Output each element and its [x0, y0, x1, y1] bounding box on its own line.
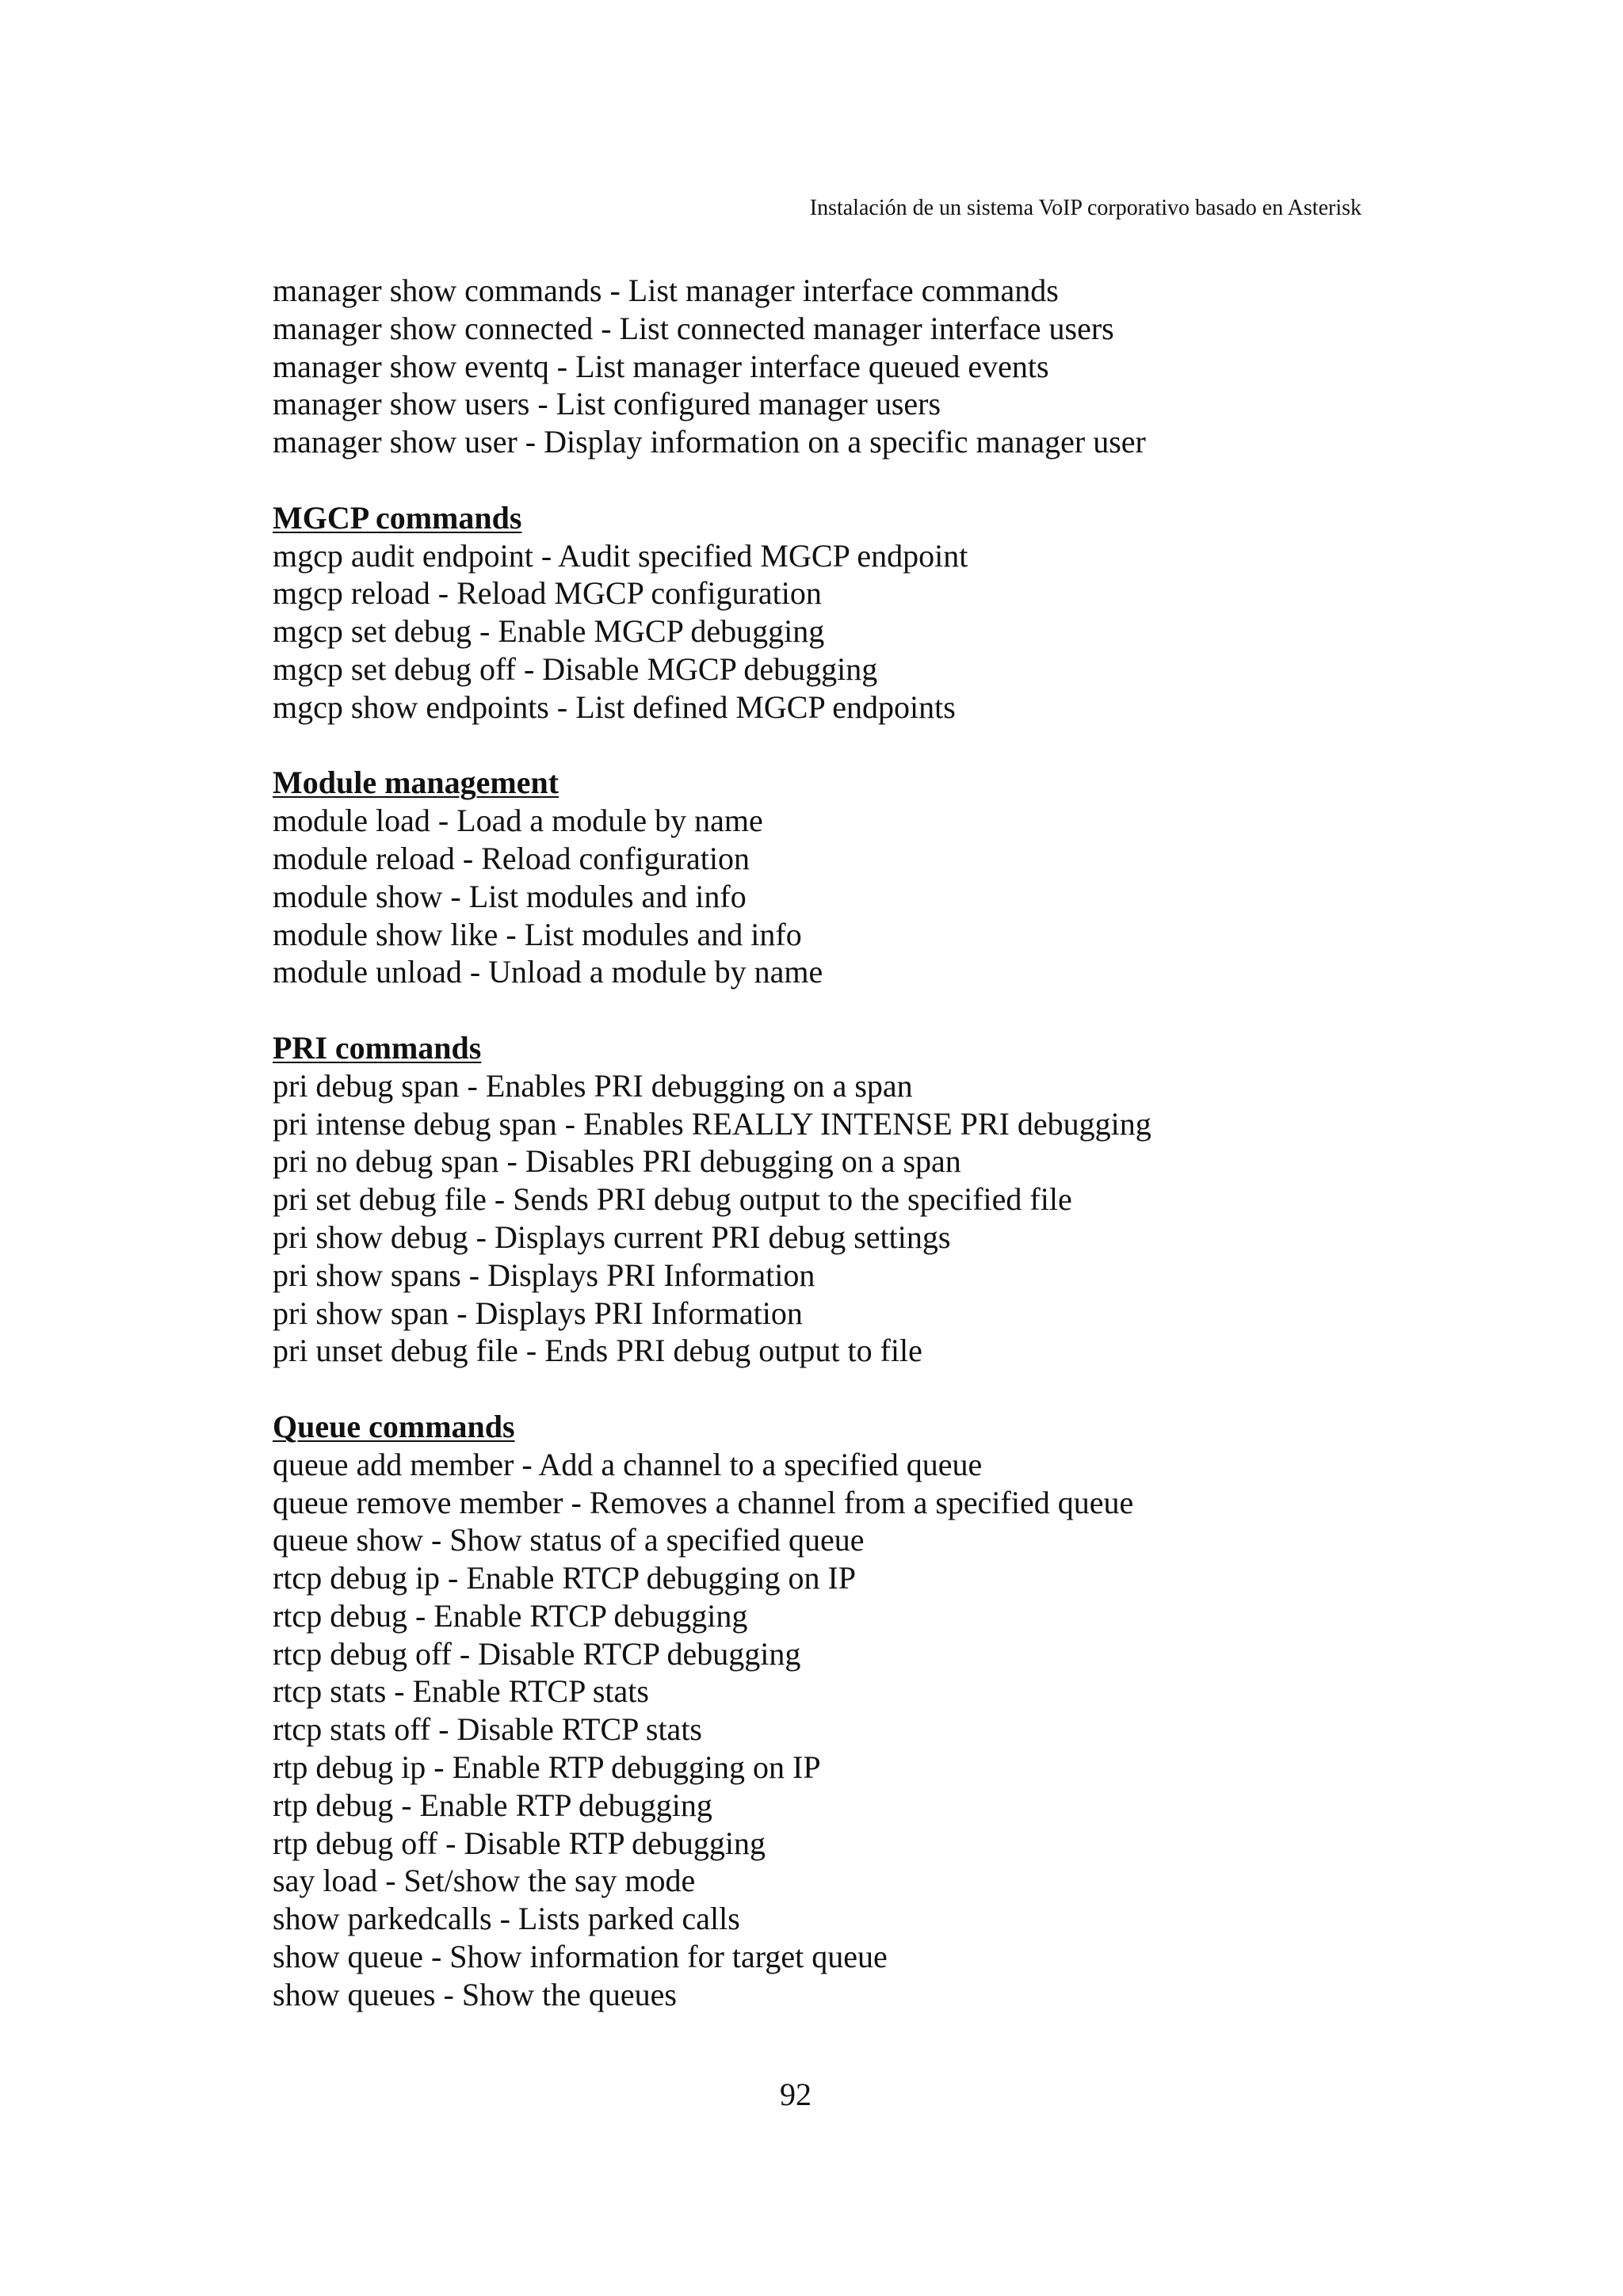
command-line: queue show - Show status of a specified queue: [273, 1522, 865, 1558]
command-line: rtcp stats off - Disable RTCP stats: [273, 1711, 702, 1748]
running-header: Instalación de un sistema VoIP corporativo basado en Asterisk: [809, 196, 1361, 220]
section-heading: MGCP commands: [273, 499, 522, 536]
command-line: pri show span - Displays PRI Information: [273, 1295, 803, 1331]
command-line: module reload - Reload configuration: [273, 840, 750, 876]
command-line: mgcp set debug - Enable MGCP debugging: [273, 613, 825, 650]
document-body: [273, 272, 1461, 2051]
page-number: 92: [780, 2077, 812, 2112]
command-line: mgcp set debug off - Disable MGCP debugging: [273, 650, 878, 687]
section-module-management: [273, 764, 1461, 991]
section-heading: PRI commands: [273, 1029, 482, 1066]
command-line: module load - Load a module by name: [273, 803, 763, 839]
section-queue-commands: [273, 1408, 1461, 2014]
command-line: module show - List modules and info: [273, 878, 747, 914]
command-line: module unload - Unload a module by name: [273, 954, 823, 990]
section-heading: Queue commands: [273, 1408, 515, 1444]
command-line: rtcp debug - Enable RTCP debugging: [273, 1597, 748, 1634]
command-line: pri no debug span - Disables PRI debugging on a span: [273, 1143, 961, 1180]
command-line: rtcp debug ip - Enable RTCP debugging on IP: [273, 1560, 857, 1596]
command-line: rtp debug - Enable RTP debugging: [273, 1787, 712, 1823]
section-mgcp-commands: [273, 499, 1461, 727]
command-line: manager show commands - List manager interface commands: [273, 273, 1059, 308]
command-line: mgcp show endpoints - List defined MGCP endpoints: [273, 688, 956, 725]
command-line: rtp debug ip - Enable RTP debugging on IP: [273, 1749, 821, 1786]
command-line: module show like - List modules and info: [273, 916, 802, 952]
command-line: queue remove member - Removes a channel from a specified queue: [273, 1484, 1134, 1520]
section-manager-commands: [273, 272, 1461, 461]
command-line: manager show user - Display information on a specific manager user: [273, 424, 1146, 460]
command-line: pri intense debug span - Enables REALLY INTENSE PRI debugging: [273, 1105, 1151, 1142]
command-line: pri show debug - Displays current PRI debug settings: [273, 1219, 951, 1255]
command-line: mgcp reload - Reload MGCP configuration: [273, 575, 822, 612]
command-line: show queues - Show the queues: [273, 1976, 677, 2012]
command-line: queue add member - Add a channel to a specified queue: [273, 1446, 983, 1482]
command-line: show parkedcalls - Lists parked calls: [273, 1901, 740, 1937]
command-line: manager show eventq - List manager interface queued events: [273, 348, 1049, 384]
command-line: mgcp audit endpoint - Audit specified MGCP endpoint: [273, 537, 968, 574]
section-pri-commands: [273, 1029, 1461, 1370]
command-line: pri unset debug file - Ends PRI debug output to file: [273, 1333, 922, 1369]
command-line: pri debug span - Enables PRI debugging on a span: [273, 1067, 913, 1104]
command-line: rtcp stats - Enable RTCP stats: [273, 1673, 649, 1710]
command-line: pri show spans - Displays PRI Information: [273, 1257, 815, 1293]
command-line: pri set debug file - Sends PRI debug output to the specified file: [273, 1181, 1072, 1218]
command-line: manager show users - List configured manager users: [273, 386, 941, 422]
command-line: say load - Set/show the say mode: [273, 1863, 696, 1899]
section-heading: Module management: [273, 765, 559, 801]
command-line: rtp debug off - Disable RTP debugging: [273, 1825, 766, 1861]
command-line: manager show connected - List connected manager interface users: [273, 310, 1114, 346]
command-line: show queue - Show information for target queue: [273, 1939, 888, 1975]
command-line: rtcp debug off - Disable RTCP debugging: [273, 1635, 801, 1672]
